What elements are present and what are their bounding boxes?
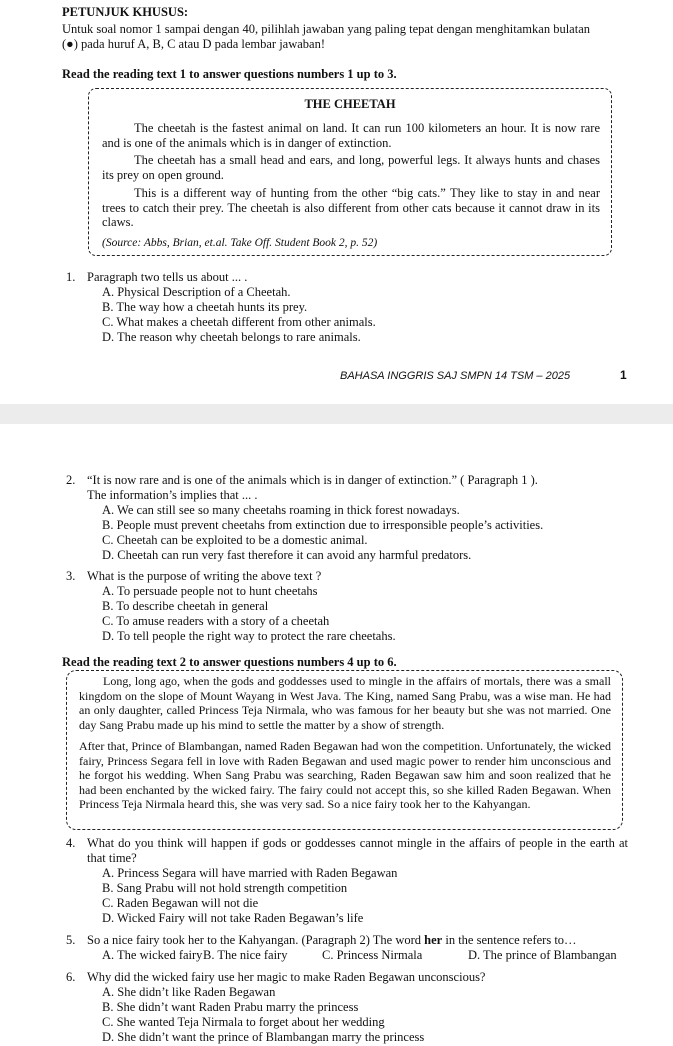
option-a[interactable]: A. The wicked fairy (102, 948, 203, 962)
reading-text-2-box (66, 670, 623, 830)
question-stem: Why did the wicked fairy use her magic to make Raden Begawan unconscious? (87, 970, 486, 984)
option-b[interactable]: B. To describe cheetah in general (102, 599, 269, 613)
option-b[interactable]: B. Sang Prabu will not hold strength competition (102, 881, 348, 895)
option-c[interactable]: C. To amuse readers with a story of a cheetah (102, 614, 330, 628)
question-3 (66, 569, 626, 645)
question-number: 5. (66, 933, 76, 947)
instructions-heading: PETUNJUK KHUSUS: (62, 5, 189, 19)
question-stem: What do you think will happen if gods or goddesses cannot mingle in the affairs of people in the earth at that time? (87, 836, 628, 865)
option-a[interactable]: A. Princess Segara will have married with Raden Begawan (102, 866, 398, 880)
option-a[interactable]: A. We can still see so many cheetahs roaming in thick forest nowadays. (102, 503, 460, 517)
exam-page-2 (0, 424, 673, 1044)
reading-text-1-box (88, 88, 612, 256)
option-d[interactable]: D. To tell people the right way to protect the rare cheetahs. (102, 629, 396, 643)
option-c[interactable]: C. Princess Nirmala (322, 948, 423, 962)
question-4 (66, 836, 628, 928)
question-number: 2. (66, 473, 76, 487)
page-number: 1 (620, 368, 627, 382)
option-d[interactable]: D. The prince of Blambangan (468, 948, 617, 962)
option-b[interactable]: B. She didn’t want Raden Prabu marry the princess (102, 1000, 359, 1014)
instructions-line-1: Untuk soal nomor 1 sampai dengan 40, pilihlah jawaban yang paling tepat dengan menghitamkan bulatan (62, 22, 590, 36)
question-2 (66, 473, 626, 563)
option-d[interactable]: D. Wicked Fairy will not take Raden Begawan’s life (102, 911, 364, 925)
question-number: 3. (66, 569, 76, 583)
question-stem-after: in the sentence refers to… (442, 933, 577, 947)
option-a[interactable]: A. Physical Description of a Cheetah. (102, 285, 291, 299)
question-number: 1. (66, 270, 76, 284)
reading-text-1-paragraph-3: This is a different way of hunting from the other “big cats.” They like to stay in and near trees to catch their prey. The cheetah is also different from other cats because it cannot draw in its claws. (102, 186, 600, 230)
page-footer: BAHASA INGGRIS SAJ SMPN 14 TSM – 2025 (340, 370, 571, 382)
option-c[interactable]: C. Cheetah can be exploited to be a domestic animal. (102, 533, 368, 547)
option-b[interactable]: B. People must prevent cheetahs from extinction due to irresponsible people’s activities. (102, 518, 544, 532)
reading-text-2-paragraph-2: After that, Prince of Blambangan, named Raden Begawan had won the competition. Unfortunately, the wicked fairy, Princess Segara fell in love with Raden Begawan and used magic power to render him unconscious and he forgot his wedding. When Sang Prabu was searching, Raden Begawan saw him and soon realized that he had been enchanted by the wicked fairy. The fairy could not accept this, so she killed Raden Begawan. When Princess Teja Nirmala heard this, she was very sad. So a nice fairy took her to the Kahyangan. (79, 739, 611, 811)
question-number: 6. (66, 970, 76, 984)
reading-text-1-title: THE CHEETAH (304, 97, 396, 111)
question-6 (66, 970, 628, 1046)
reading-text-2-paragraph-1: Long, long ago, when the gods and goddesses used to mingle in the affairs of mortals, there was a small kingdom on the slope of Mount Wayang in West Java. The King, named Sang Prabu, was a wise man. He had an only daughter, called Princess Teja Nirmala, who was famous for her beauty but she was not married. One day Sang Prabu made up his mind to settle the matter by a show of strength. (79, 674, 611, 732)
question-stem-highlight: her (424, 933, 443, 947)
question-1 (66, 270, 626, 350)
option-b[interactable]: B. The nice fairy (203, 948, 288, 962)
question-stem: What is the purpose of writing the above text ? (87, 569, 322, 583)
option-b[interactable]: B. The way how a cheetah hunts its prey. (102, 300, 308, 314)
question-stem-before: So a nice fairy took her to the Kahyangan. (Paragraph 2) The word (87, 933, 425, 947)
reading-instruction-2: Read the reading text 2 to answer questions numbers 4 up to 6. (62, 655, 397, 669)
question-stem-continued: The information’s implies that ... . (87, 488, 258, 502)
exam-page-1 (0, 0, 673, 404)
reading-text-1-paragraph-2: The cheetah has a small head and ears, and long, powerful legs. It always hunts and chases its prey on open ground. (102, 153, 600, 182)
question-stem: Paragraph two tells us about ... . (87, 270, 248, 284)
option-d[interactable]: D. The reason why cheetah belongs to rare animals. (102, 330, 361, 344)
option-c[interactable]: C. She wanted Teja Nirmala to forget about her wedding (102, 1015, 385, 1029)
option-a[interactable]: A. She didn’t like Raden Begawan (102, 985, 276, 999)
reading-text-1-source: (Source: Abbs, Brian, et.al. Take Off. Student Book 2, p. 52) (102, 237, 378, 249)
question-5 (66, 933, 628, 965)
option-c[interactable]: C. What makes a cheetah different from other animals. (102, 315, 376, 329)
question-stem (87, 933, 577, 948)
question-number: 4. (66, 836, 76, 850)
reading-instruction-1: Read the reading text 1 to answer questions numbers 1 up to 3. (62, 67, 397, 81)
instructions-line-2: (●) pada huruf A, B, C atau D pada lembar jawaban! (62, 37, 326, 51)
option-c[interactable]: C. Raden Begawan will not die (102, 896, 259, 910)
question-stem: “It is now rare and is one of the animals which is in danger of extinction.” ( Paragraph 1 ). (87, 473, 538, 487)
option-d[interactable]: D. She didn’t want the prince of Blambangan marry the princess (102, 1030, 425, 1044)
option-a[interactable]: A. To persuade people not to hunt cheetahs (102, 584, 318, 598)
page-separator (0, 404, 673, 424)
reading-text-1-paragraph-1: The cheetah is the fastest animal on land. It can run 100 kilometers an hour. It is now rare and is one of the animals which is in danger of extinction. (102, 121, 600, 150)
option-d[interactable]: D. Cheetah can run very fast therefore it can avoid any harmful predators. (102, 548, 472, 562)
